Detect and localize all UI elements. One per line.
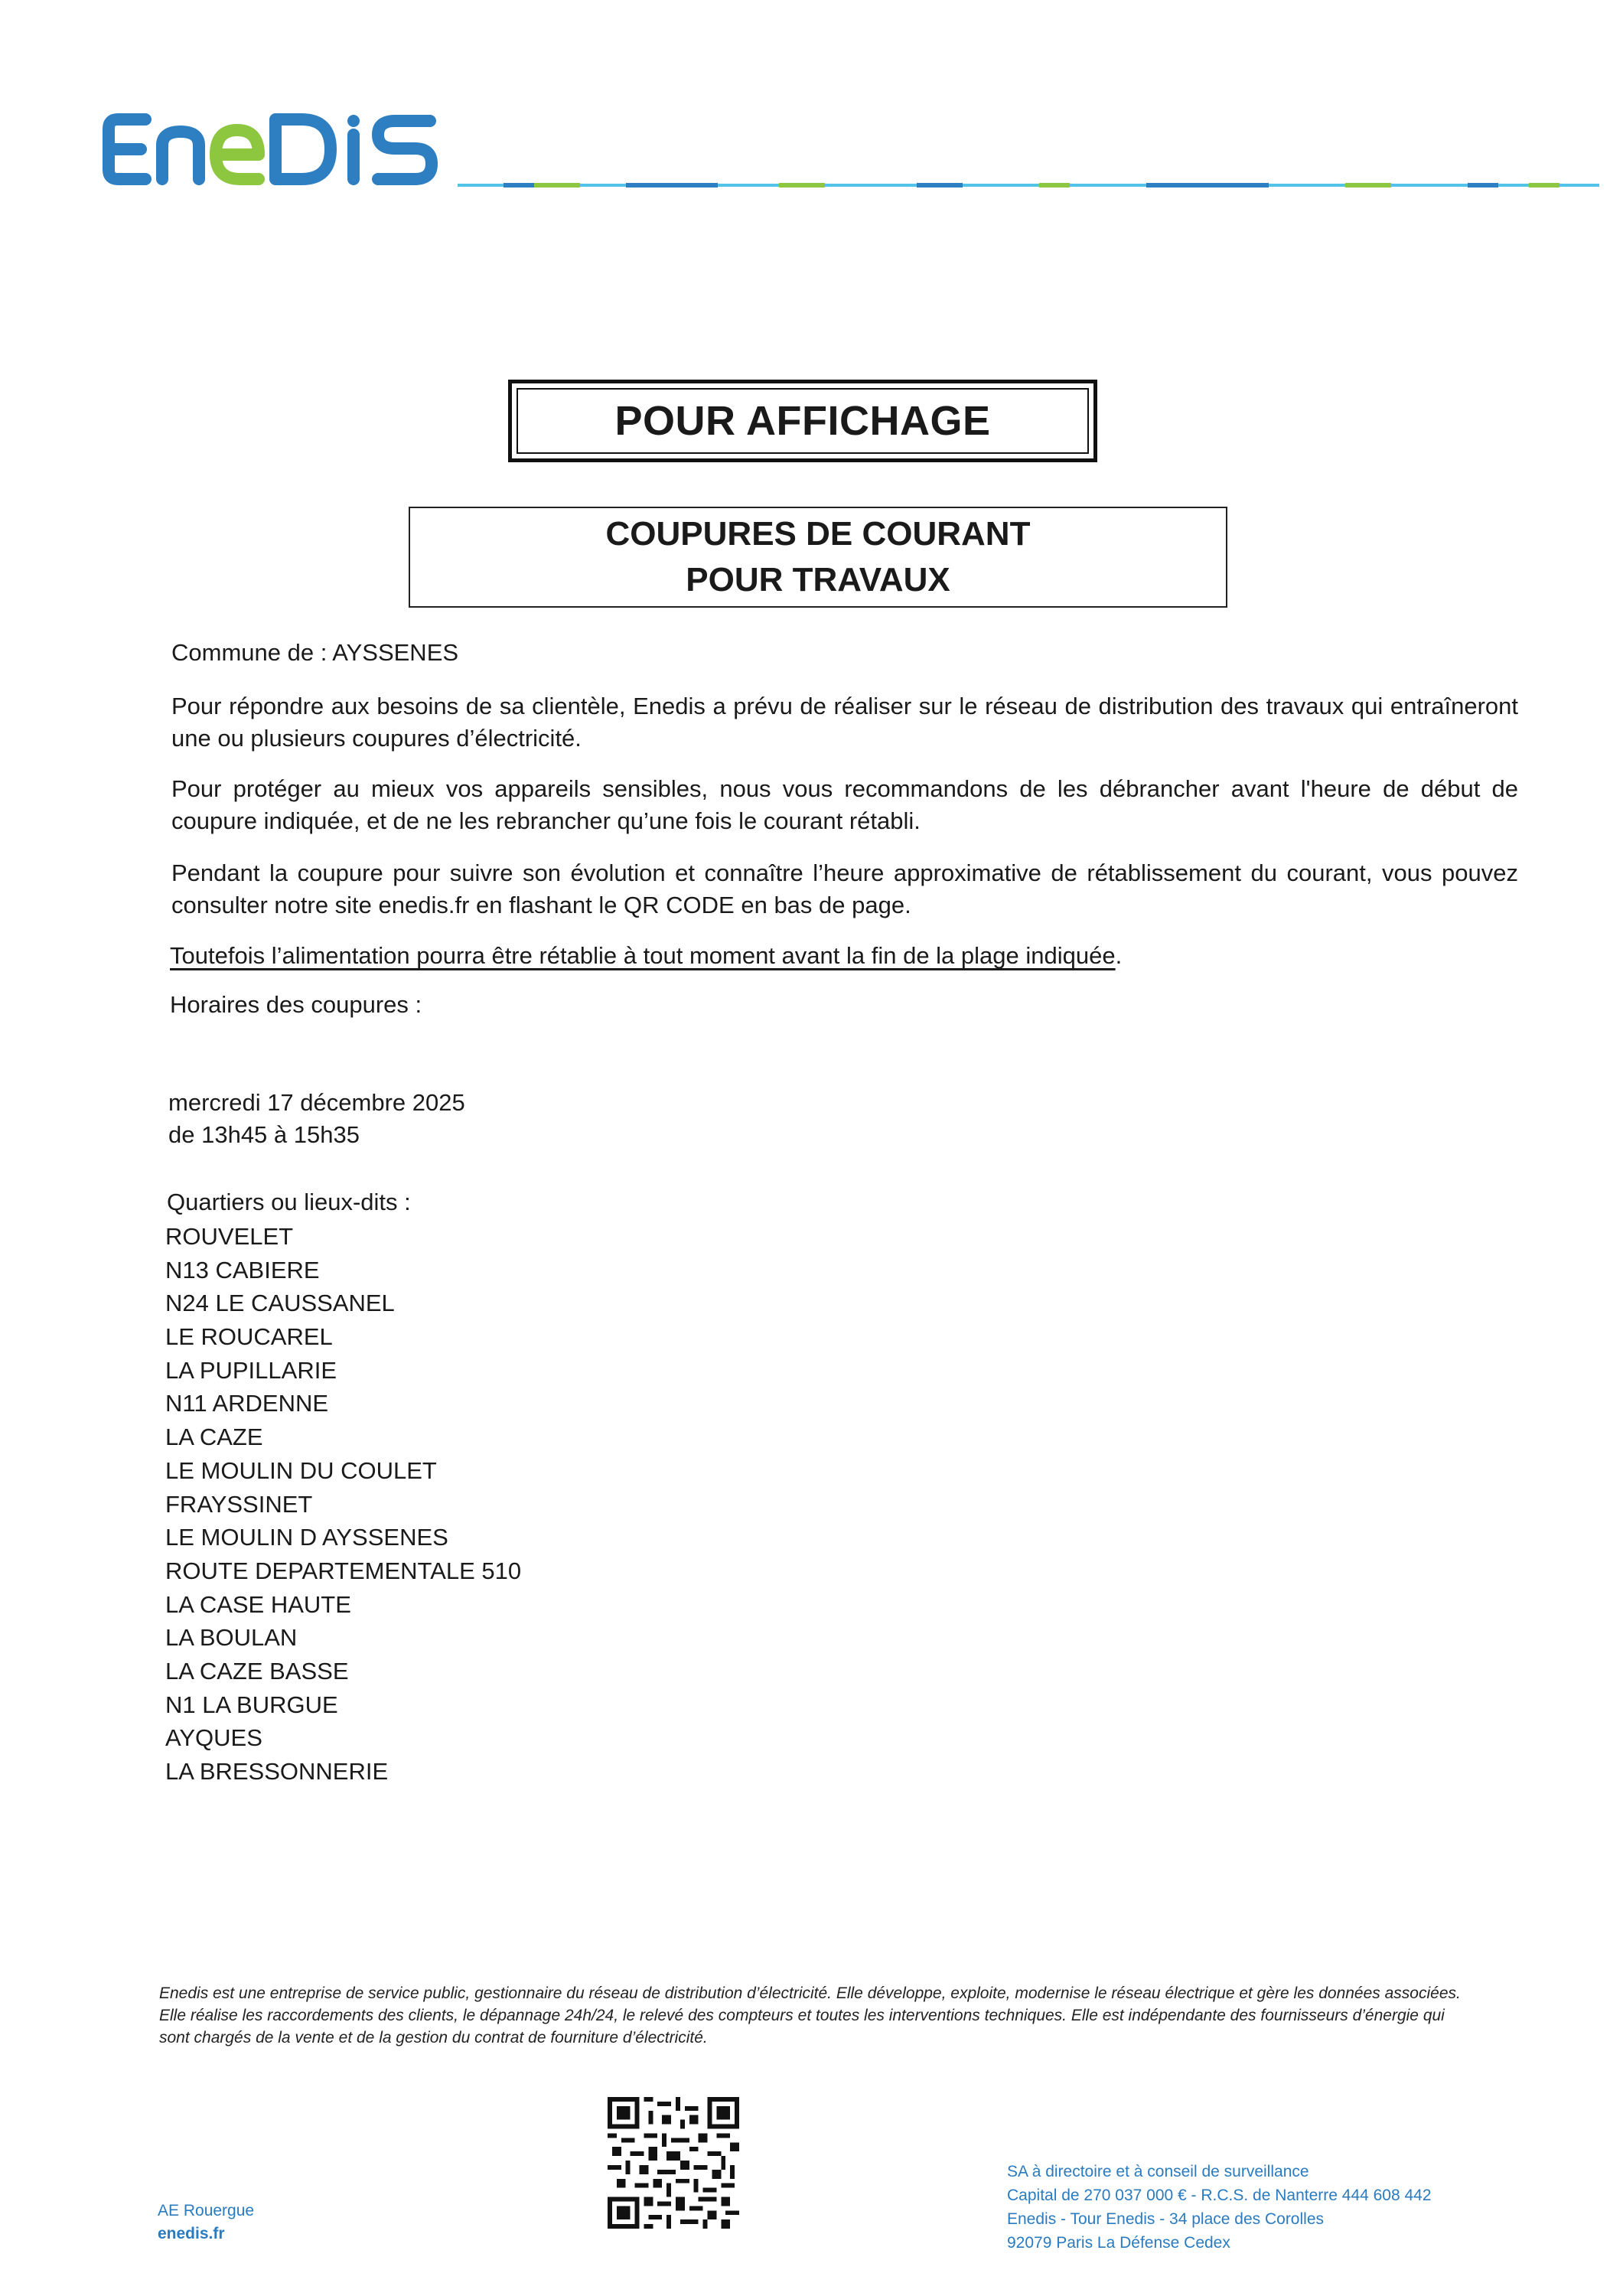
place-item: LE MOULIN DU COULET xyxy=(165,1456,437,1484)
place-item: LE MOULIN D AYSSENES xyxy=(165,1524,448,1551)
places-list xyxy=(165,1220,521,1789)
place-item: AYQUES xyxy=(165,1724,262,1752)
place-item: LA CASE HAUTE xyxy=(165,1590,351,1618)
paragraph-1: Pour répondre aux besoins de sa clientèle, Enedis a prévu de réaliser sur le réseau de distribution des travaux qui entraîneront une ou plusieurs coupures d’électricité. xyxy=(171,693,1518,752)
subtitle-line-2: POUR TRAVAUX xyxy=(686,561,950,598)
place-item: ROUVELET xyxy=(165,1223,294,1250)
place-item: FRAYSSINET xyxy=(165,1490,313,1518)
subtitle-line-1: COUPURES DE COURANT xyxy=(605,515,1031,553)
enedis-logo xyxy=(101,107,453,191)
paragraph-2: Pour protéger au mieux vos appareils sensibles, nous vous recommandons de les débrancher avant l'heure de début de coupure indiquée, et de ne les rebrancher qu’une fois le courant rétabli. xyxy=(171,775,1518,834)
legal-line-4: 92079 Paris La Défense Cedex xyxy=(1007,2234,1230,2252)
restoration-notice-period: . xyxy=(1115,942,1123,969)
place-item: N24 LE CAUSSANEL xyxy=(165,1290,395,1317)
regional-office: AE Rouergue xyxy=(158,2202,255,2219)
place-item: LE ROUCAREL xyxy=(165,1323,333,1351)
place-item: N11 ARDENNE xyxy=(165,1390,329,1417)
legal-info xyxy=(1007,2160,1432,2255)
place-item: LA PUPILLARIE xyxy=(165,1356,337,1384)
footer-left xyxy=(158,2200,254,2245)
legal-line-3: Enedis - Tour Enedis - 34 place des Corolles xyxy=(1007,2210,1325,2228)
header-rule xyxy=(458,181,1599,191)
place-item: LA CAZE BASSE xyxy=(165,1657,349,1684)
places-label: Quartiers ou lieux-dits : xyxy=(167,1189,411,1215)
page-title: POUR AFFICHAGE xyxy=(517,388,1089,454)
place-item: LA BOULAN xyxy=(165,1624,298,1652)
schedule-date: mercredi 17 décembre 2025 xyxy=(168,1089,465,1116)
company-description: Enedis est une entreprise de service public, gestionnaire du réseau de distribution d’électricité. Elle développe, exploite, modernise le réseau électrique et gère les données associées. Elle réalise les raccordements des clients, le dépannage 24h/24, le relevé des compteurs et toutes les interventions techniques. Elle est indépendante des fournisseurs d’énergie qui sont chargés de la vente et de la gestion du contrat de fourniture d’électricité. xyxy=(159,1985,1461,2047)
place-item: N13 CABIERE xyxy=(165,1256,320,1283)
schedule-time: de 13h45 à 15h35 xyxy=(168,1121,360,1148)
restoration-notice xyxy=(170,940,1122,972)
subtitle-box xyxy=(409,507,1227,608)
schedule-label: Horaires des coupures : xyxy=(170,991,422,1018)
place-item: LA CAZE xyxy=(165,1424,263,1451)
place-item: N1 LA BURGUE xyxy=(165,1691,338,1718)
place-item: ROUTE DEPARTEMENTALE 510 xyxy=(165,1557,522,1584)
title-box xyxy=(508,380,1097,462)
legal-line-1: SA à directoire et à conseil de surveillance xyxy=(1007,2163,1309,2180)
place-item: LA BRESSONNERIE xyxy=(165,1758,389,1785)
legal-line-2: Capital de 270 037 000 € - R.C.S. de Nanterre 444 608 442 xyxy=(1007,2187,1432,2204)
commune: Commune de : AYSSENES xyxy=(171,639,459,666)
restoration-notice-text: Toutefois l’alimentation pourra être rétablie à tout moment avant la fin de la plage indiquée xyxy=(170,942,1116,969)
website-link[interactable]: enedis.fr xyxy=(158,2225,225,2242)
qr-code-icon[interactable] xyxy=(608,2097,739,2229)
paragraph-3: Pendant la coupure pour suivre son évolution et connaître l’heure approximative de rétablissement du courant, vous pouvez consulter notre site enedis.fr en flashant le QR CODE en bas de page. xyxy=(171,859,1518,918)
